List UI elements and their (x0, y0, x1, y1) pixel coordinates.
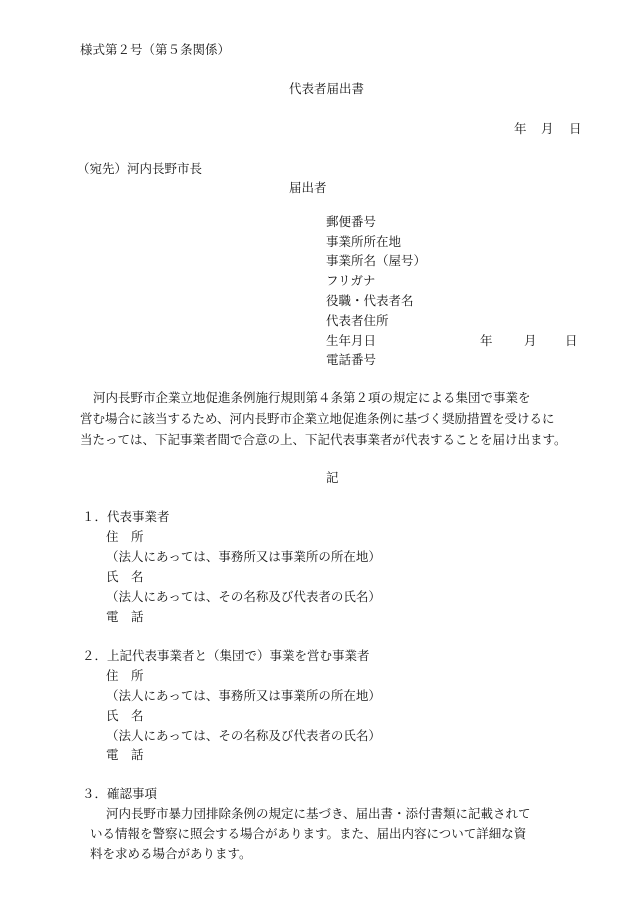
phone-label: 電話番号 (326, 352, 377, 367)
section1-address-label: 住 所 (106, 529, 144, 544)
applicant-label: 届出者 (289, 180, 327, 195)
section2-heading: ２．上記代表事業者と（集団で）事業を営む事業者 (82, 648, 370, 663)
section2-name-label: 氏 名 (106, 708, 144, 723)
body-text-line-1: 河内長野市企業立地促進条例施行規則第４条第２項の規定による集団で事業を (93, 390, 531, 405)
body-text-line-2: 営む場合に該当するため、河内長野市企業立地促進条例に基づく奨励措置を受けるに (80, 411, 555, 426)
date-day-label: 日 (569, 121, 582, 136)
form-number: 様式第２号（第５条関係） (80, 42, 231, 57)
body-text-line-3: 当たっては、下記事業者間で合意の上、下記代表事業者が代表することを届け出ます。 (80, 432, 567, 447)
section2-address-note: （法人にあっては、事務所又は事業所の所在地） (106, 688, 381, 703)
section1-phone-label: 電 話 (106, 609, 144, 624)
rep-address-label: 代表者住所 (326, 313, 389, 328)
birth-year-label: 年 (480, 333, 493, 348)
section1-address-note: （法人にあっては、事務所又は事業所の所在地） (106, 549, 381, 564)
section1-name-label: 氏 名 (106, 569, 144, 584)
section3-text-line-1: 河内長野市暴力団排除条例の規定に基づき、届出書・添付書類に記載されて (106, 806, 531, 821)
birth-month-label: 月 (524, 333, 537, 348)
section2-phone-label: 電 話 (106, 747, 144, 762)
birth-date-label: 生年月日 (326, 333, 377, 348)
position-name-label: 役職・代表者名 (326, 293, 414, 308)
addressee: （宛先）河内長野市長 (77, 161, 203, 176)
section2-address-label: 住 所 (106, 668, 144, 683)
date-year-label: 年 (514, 121, 527, 136)
postal-code-label: 郵便番号 (326, 214, 377, 229)
office-address-label: 事業所所在地 (326, 234, 402, 249)
section3-heading: ３．確認事項 (82, 786, 158, 801)
date-month-label: 月 (541, 121, 554, 136)
document-title: 代表者届出書 (289, 81, 365, 96)
furigana-label: フリガナ (326, 273, 376, 288)
section3-text-line-3: 料を求める場合があります。 (90, 846, 252, 861)
ki-label: 記 (326, 470, 339, 485)
section1-name-note: （法人にあっては、その名称及び代表者の氏名） (106, 589, 381, 604)
section2-name-note: （法人にあっては、その名称及び代表者の氏名） (106, 728, 381, 743)
section3-text-line-2: いる情報を警察に照会する場合があります。また、届出内容について詳細な資 (90, 826, 527, 841)
birth-day-label: 日 (565, 333, 578, 348)
section1-heading: １．代表事業者 (82, 509, 170, 524)
office-name-label: 事業所名（屋号） (326, 253, 427, 268)
